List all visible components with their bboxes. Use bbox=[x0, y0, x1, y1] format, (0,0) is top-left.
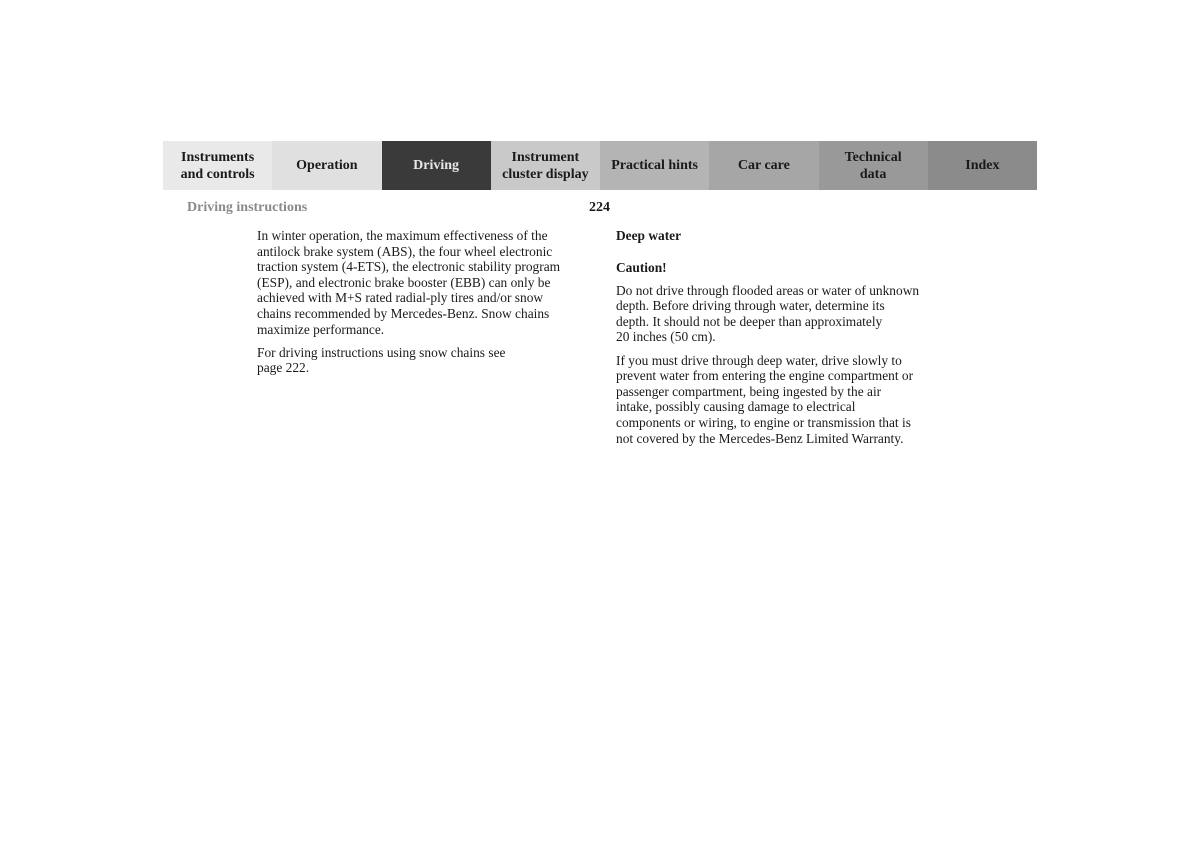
tab-practical-hints[interactable]: Practical hints bbox=[600, 141, 709, 190]
left-column bbox=[257, 228, 587, 383]
caution-label: Caution! bbox=[616, 259, 667, 275]
chapter-tab-bar bbox=[163, 141, 1037, 190]
winter-operation-paragraph: In winter operation, the maximum effectiveness of the antilock brake system (ABS), the four wheel electronic traction system (4-ETS), the electronic stability program (ESP), and electronic brake booster (EBB) can only be achieved with M+S rated radial-ply tires and/or snow chains recommended by Mercedes-Benz. Snow chains maximize performance. bbox=[257, 228, 561, 337]
right-column bbox=[616, 228, 951, 454]
tab-operation[interactable]: Operation bbox=[272, 141, 381, 190]
tab-driving[interactable]: Driving bbox=[382, 141, 491, 190]
tab-instrument-cluster-display[interactable]: Instrument cluster display bbox=[491, 141, 600, 190]
tab-index[interactable]: Index bbox=[928, 141, 1037, 190]
tab-technical-data[interactable]: Technical data bbox=[819, 141, 928, 190]
snow-chains-reference-paragraph: For driving instructions using snow chains see page 222. bbox=[257, 344, 506, 376]
deep-water-paragraph: If you must drive through deep water, drive slowly to prevent water from entering the engine compartment or passenger compartment, being ingested by the air intake, possibly causing damage to electrical components or wiring, to engine or transmission that is not covered by the Mercedes-Benz Limited Warranty. bbox=[616, 352, 914, 446]
section-label: Driving instructions bbox=[187, 200, 308, 215]
page-number: 224 bbox=[589, 200, 610, 215]
tab-car-care[interactable]: Car care bbox=[709, 141, 818, 190]
deep-water-heading: Deep water bbox=[616, 228, 682, 243]
tab-instruments-and-controls[interactable]: Instruments and controls bbox=[163, 141, 272, 190]
flooded-areas-paragraph: Do not drive through flooded areas or water of unknown depth. Before driving through water, determine its depth. It should not be deeper than approximately 20 inches (50 cm). bbox=[616, 282, 920, 345]
